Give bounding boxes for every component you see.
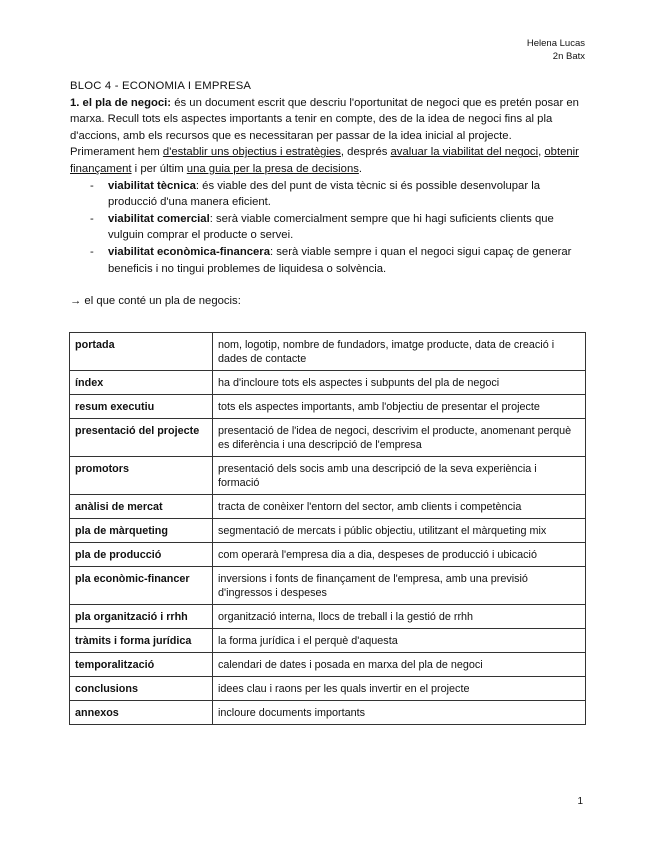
table-row	[70, 653, 586, 677]
row-value: ha d'incloure tots els aspectes i subpunts del pla de negoci	[213, 371, 586, 395]
steps-mid-2: ,	[538, 146, 545, 159]
table-row	[70, 629, 586, 653]
table-row	[70, 605, 586, 629]
author-name: Helena Lucas	[526, 38, 585, 49]
row-key: promotors	[70, 457, 213, 495]
row-key: annexos	[70, 701, 213, 725]
table-row	[70, 677, 586, 701]
bullet-text: : serà viable comercialment sempre que hi hagi suficients clients que vulguin comprar el producte o servei.	[108, 212, 554, 242]
table-row	[70, 567, 586, 605]
bullet-text: : serà viable sempre i quan el negoci sigui capaç de generar beneficis i no tingui problemes de liquidesa o solvència.	[108, 245, 572, 275]
table-row	[70, 543, 586, 567]
table-row	[70, 457, 586, 495]
row-value: segmentació de mercats i públic objectiu, utilitzant el màrqueting mix	[213, 519, 586, 543]
table-row	[70, 333, 586, 371]
step-viability: avaluar la viabilitat del negoci	[390, 146, 539, 159]
row-value: incloure documents importants	[213, 701, 586, 725]
table-row	[70, 701, 586, 725]
page-header	[527, 37, 585, 63]
intro-paragraph	[70, 95, 586, 145]
plan-contents-intro: → el que conté un pla de negocis:	[70, 295, 241, 308]
row-value: idees clau i raons per les quals invertir en el projecte	[213, 677, 586, 701]
row-value: com operarà l'empresa dia a dia, despeses de producció i ubicació	[213, 543, 586, 567]
business-plan-table	[69, 332, 586, 725]
row-key: pla organització i rrhh	[70, 605, 213, 629]
row-value: presentació dels socis amb una descripció de la seva experiència i formació	[213, 457, 586, 495]
row-key: anàlisi de mercat	[70, 495, 213, 519]
row-value: inversions i fonts de finançament de l'empresa, amb una previsió d'ingressos i despeses	[213, 567, 586, 605]
table-row	[70, 495, 586, 519]
row-key: índex	[70, 371, 213, 395]
row-key: tràmits i forma jurídica	[70, 629, 213, 653]
course-label: 2n Batx	[552, 51, 585, 62]
row-key: pla de màrqueting	[70, 519, 213, 543]
list-item	[90, 211, 586, 244]
step-objectives: d'establir uns objectius i estratègies	[162, 146, 341, 159]
table-row	[70, 419, 586, 457]
row-value: nom, logotip, nombre de fundadors, imatge producte, data de creació i dades de contacte	[213, 333, 586, 371]
viability-list	[70, 178, 586, 278]
row-key: temporalització	[70, 653, 213, 677]
steps-mid-3: i per últim	[131, 162, 187, 175]
document-body	[70, 78, 586, 310]
row-key: resum executiu	[70, 395, 213, 419]
list-item	[90, 178, 586, 211]
table-row	[70, 519, 586, 543]
row-value: organització interna, llocs de treball i la gestió de rrhh	[213, 605, 586, 629]
row-value: la forma jurídica i el perquè d'aquesta	[213, 629, 586, 653]
steps-paragraph	[70, 144, 586, 177]
steps-end: .	[358, 162, 363, 175]
step-financing: obtenir finançament	[70, 146, 579, 175]
table-row	[70, 395, 586, 419]
step-decision-guide: una guia per la presa de decisions	[186, 162, 359, 175]
row-value: tracta de conèixer l'entorn del sector, amb clients i competència	[213, 495, 586, 519]
table-row	[70, 371, 586, 395]
section-title: BLOC 4 - ECONOMIA I EMPRESA	[70, 80, 252, 92]
bullet-term: viabilitat tècnica	[108, 179, 196, 192]
row-key: conclusions	[70, 677, 213, 701]
steps-prefix: Primerament hem	[70, 146, 163, 159]
row-key: portada	[70, 333, 213, 371]
row-value: calendari de dates i posada en marxa del pla de negoci	[213, 653, 586, 677]
bullet-term: viabilitat econòmica-financera	[108, 245, 270, 258]
row-key: pla econòmic-financer	[70, 567, 213, 605]
page-number: 1	[577, 796, 583, 807]
row-value: presentació de l'idea de negoci, descrivim el producte, anomenant perquè es diferència i una descripció de l'empresa	[213, 419, 586, 457]
row-value: tots els aspectes importants, amb l'objectiu de presentar el projecte	[213, 395, 586, 419]
bullet-term: viabilitat comercial	[108, 212, 210, 225]
intro-heading: 1. el pla de negoci:	[70, 96, 172, 109]
row-key: pla de producció	[70, 543, 213, 567]
intro-text: és un document escrit que descriu l'oportunitat de negoci que es pretén posar en marxa. Recull tots els aspectes importants a tenir en compte, des de la idea de negoci fins al pla d'accions, amb els recursos que es necessitaran per passar de la idea inicial al projecte.	[70, 96, 579, 142]
steps-mid-1: , després	[340, 146, 391, 159]
bullet-text: : és viable des del punt de vista tècnic si és possible desenvolupar la producció d'una manera eficient.	[108, 179, 541, 209]
row-key: presentació del projecte	[70, 419, 213, 457]
list-item	[90, 244, 586, 277]
